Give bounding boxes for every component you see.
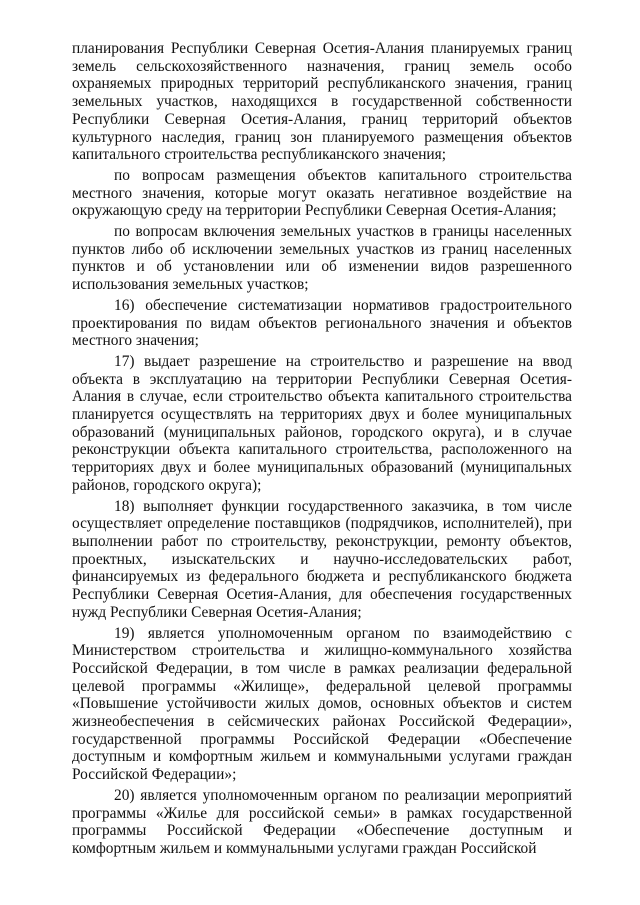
paragraph-item-19: 19) является уполномоченным органом по взаимодействию с Министерством строительства и жилищно-коммунального хозяйства Российской Федерации, в том числе в рамках реализации федеральной целевой программы «Жилище», федеральной целевой программы «Повышение устойчивости жилых домов, основных объектов и систем жизнеобеспечения в сейсмических районах Российской Федерации», государственной программы Российской Федерации «Обеспечение доступным и комфортным жильем и коммунальными услугами граждан Российской Федерации»; <box>72 624 572 784</box>
paragraph-item-20: 20) является уполномоченным органом по реализации мероприятий программы «Жилье для российской семьи» в рамках государственной программы Российской Федерации «Обеспечение доступным и комфортным жильем и коммунальными услугами граждан Российской <box>72 786 572 857</box>
paragraph-capital-construction: по вопросам размещения объектов капитального строительства местного значения, которые могут оказать негативное воздействие на окружающую среду на территории Республики Северная Осетия-Алания; <box>72 166 572 220</box>
paragraph-item-16: 16) обеспечение систематизации нормативов градостроительного проектирования по видам объектов регионального значения и объектов местного значения; <box>72 296 572 350</box>
document-body <box>72 40 572 861</box>
paragraph-continuation: планирования Республики Северная Осетия-Алания планируемых границ земель сельскохозяйственного назначения, границ земель особо охраняемых природных территорий республиканского значения, границ земельных участков, находящихся в государственной собственности Республики Северная Осетия-Алания, границ территорий объектов культурного наследия, границ зон планируемого размещения объектов капитального строительства республиканского значения; <box>72 40 572 164</box>
paragraph-land-plots: по вопросам включения земельных участков в границы населенных пунктов либо об исключении земельных участков из границ населенных пунктов и об установлении или об изменении видов разрешенного использования земельных участков; <box>72 223 572 294</box>
paragraph-item-18: 18) выполняет функции государственного заказчика, в том числе осуществляет определение поставщиков (подрядчиков, исполнителей), при выполнении работ по строительству, реконструкции, ремонту объектов, проектных, изыскательских и научно-исследовательских работ, финансируемых из федерального бюджета и республиканского бюджета Республики Северная Осетия-Алания, для обеспечения государственных нужд Республики Северная Осетия-Алания; <box>72 497 572 621</box>
paragraph-item-17: 17) выдает разрешение на строительство и разрешение на ввод объекта в эксплуатацию на территории Республики Северная Осетия-Алания в случае, если строительство объекта капитального строительства планируется осуществлять на территориях двух и более муниципальных образований (муниципальных районов, городского округа), и в случае реконструкции объекта капитального строительства, расположенного на территориях двух и более муниципальных образований (муниципальных районов, городского округа); <box>72 352 572 494</box>
